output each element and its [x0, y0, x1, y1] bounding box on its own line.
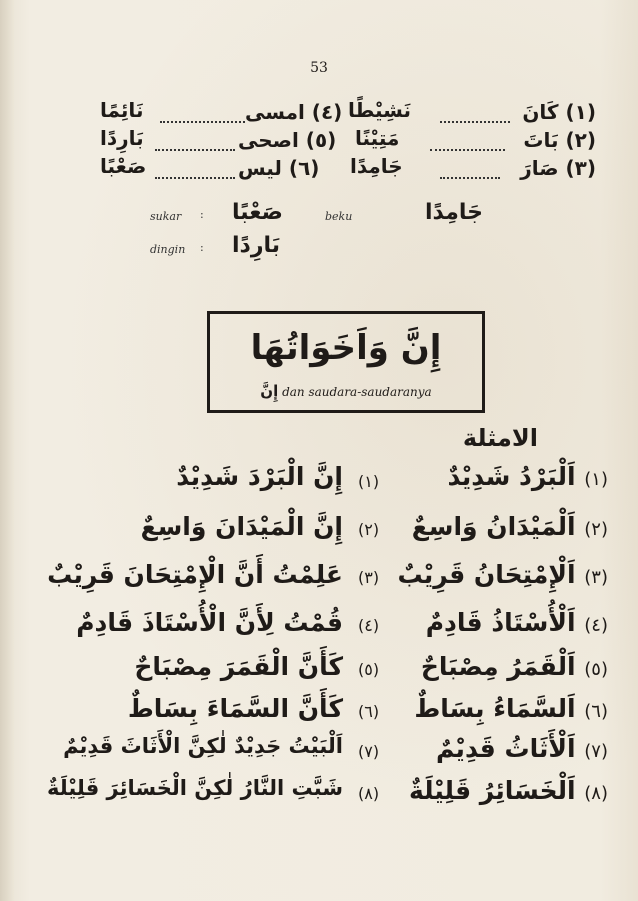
dotted-leader	[430, 149, 505, 151]
example-num-5: (٥)	[358, 660, 380, 679]
exercise-left-label-3: (٦) ليس	[238, 156, 320, 180]
example-left-1: إِنَّ الْبَرْدَ شَدِيْدٌ	[176, 462, 343, 491]
vocab-meaning: sukar	[150, 210, 182, 223]
dotted-leader	[160, 121, 245, 123]
example-right-2: (٢) اَلْمَيْدَانُ وَاسِعٌ	[411, 512, 608, 541]
exercise-right-label-1: (١) كَانَ	[522, 100, 596, 124]
exercise-left-answer-2: بَارِدًا	[100, 126, 144, 150]
example-num-6: (٦)	[358, 702, 380, 721]
section-title-latin	[210, 382, 482, 400]
example-num-3: (٣)	[358, 568, 380, 587]
section-title-latin-text: dan saudara-saudaranya	[282, 385, 432, 399]
page-binding-shadow	[0, 0, 14, 901]
vocab-colon: :	[200, 208, 204, 221]
page-number: 53	[310, 60, 328, 76]
example-right-7: (٧) اَلْأَثَاثُ قَدِيْمٌ	[435, 734, 608, 763]
vocab-meaning: dingin	[150, 243, 186, 256]
example-left-6: كَأَنَّ السَّمَاءَ بِسَاطٌ	[127, 694, 343, 723]
section-title-box	[207, 311, 485, 413]
example-left-5: كَأَنَّ الْقَمَرَ مِصْبَاحٌ	[134, 652, 343, 681]
example-num-4: (٤)	[358, 616, 380, 635]
vocab-meaning: beku	[325, 210, 353, 223]
section-title-arabic: إِنَّ وَاَخَوَاتُهَا	[250, 328, 442, 368]
exercise-right-label-3: (٣) صَارَ	[520, 156, 596, 180]
dotted-leader	[155, 149, 235, 151]
exercise-right-answer-1: نَشِيْطًا	[348, 98, 412, 122]
vocab-word: صَعْبًا	[232, 200, 283, 225]
example-right-3: (٣) اَلْإِمْتِحَانُ قَرِيْبٌ	[397, 560, 608, 589]
section-title-latin-arabic-word: إِنَّ	[260, 382, 279, 400]
exercise-right-answer-3: جَامِدًا	[350, 154, 403, 178]
exercise-right-answer-2: مَتِيْنًا	[355, 126, 400, 150]
example-left-2: إِنَّ الْمَيْدَانَ وَاسِعٌ	[140, 512, 343, 541]
example-left-8: شَبَّتِ النَّارُ لٰكِنَّ الْخَسَائِرَ قَلِيْلَةٌ	[47, 776, 343, 800]
vocab-word: بَارِدًا	[232, 233, 281, 258]
examples-heading: الامثلة	[462, 424, 538, 452]
dotted-leader	[440, 177, 500, 179]
example-right-4: (٤) اَلْأُسْتَاذُ قَادِمٌ	[425, 608, 608, 637]
example-left-3: عَلِمْتُ أَنَّ الْإِمْتِحَانَ قَرِيْبٌ	[47, 560, 343, 589]
example-right-1: (١) اَلْبَرْدُ شَدِيْدٌ	[447, 462, 608, 491]
example-num-2: (٢)	[358, 520, 380, 539]
exercise-left-label-2: (٥) اصحى	[238, 128, 337, 152]
example-num-1: (١)	[358, 472, 380, 491]
exercise-left-answer-3: صَعْبًا	[100, 154, 147, 178]
example-left-7: اَلْبَيْتُ جَدِيْدٌ لٰكِنَّ الْأَثَاثَ قَدِيْمٌ	[63, 734, 343, 758]
vocab-word: جَامِدًا	[425, 200, 483, 225]
example-num-7: (٧)	[358, 742, 380, 761]
example-right-5: (٥) اَلْقَمَرُ مِصْبَاحٌ	[420, 652, 608, 681]
dotted-leader	[155, 177, 235, 179]
exercise-left-answer-1: نَائِمًا	[100, 98, 144, 122]
example-num-8: (٨)	[358, 784, 380, 803]
example-left-4: قُمْتُ لِأَنَّ الْأُسْتَاذَ قَادِمٌ	[76, 608, 343, 637]
example-right-8: (٨) اَلْخَسَائِرُ قَلِيْلَةٌ	[408, 776, 608, 805]
exercise-right-label-2: (٢) بَاتَ	[523, 128, 596, 152]
example-right-6: (٦) اَلسَّمَاءُ بِسَاطٌ	[414, 694, 608, 723]
exercise-left-label-1: (٤) امسى	[245, 100, 343, 124]
vocab-colon: :	[200, 241, 204, 254]
dotted-leader	[440, 121, 510, 123]
